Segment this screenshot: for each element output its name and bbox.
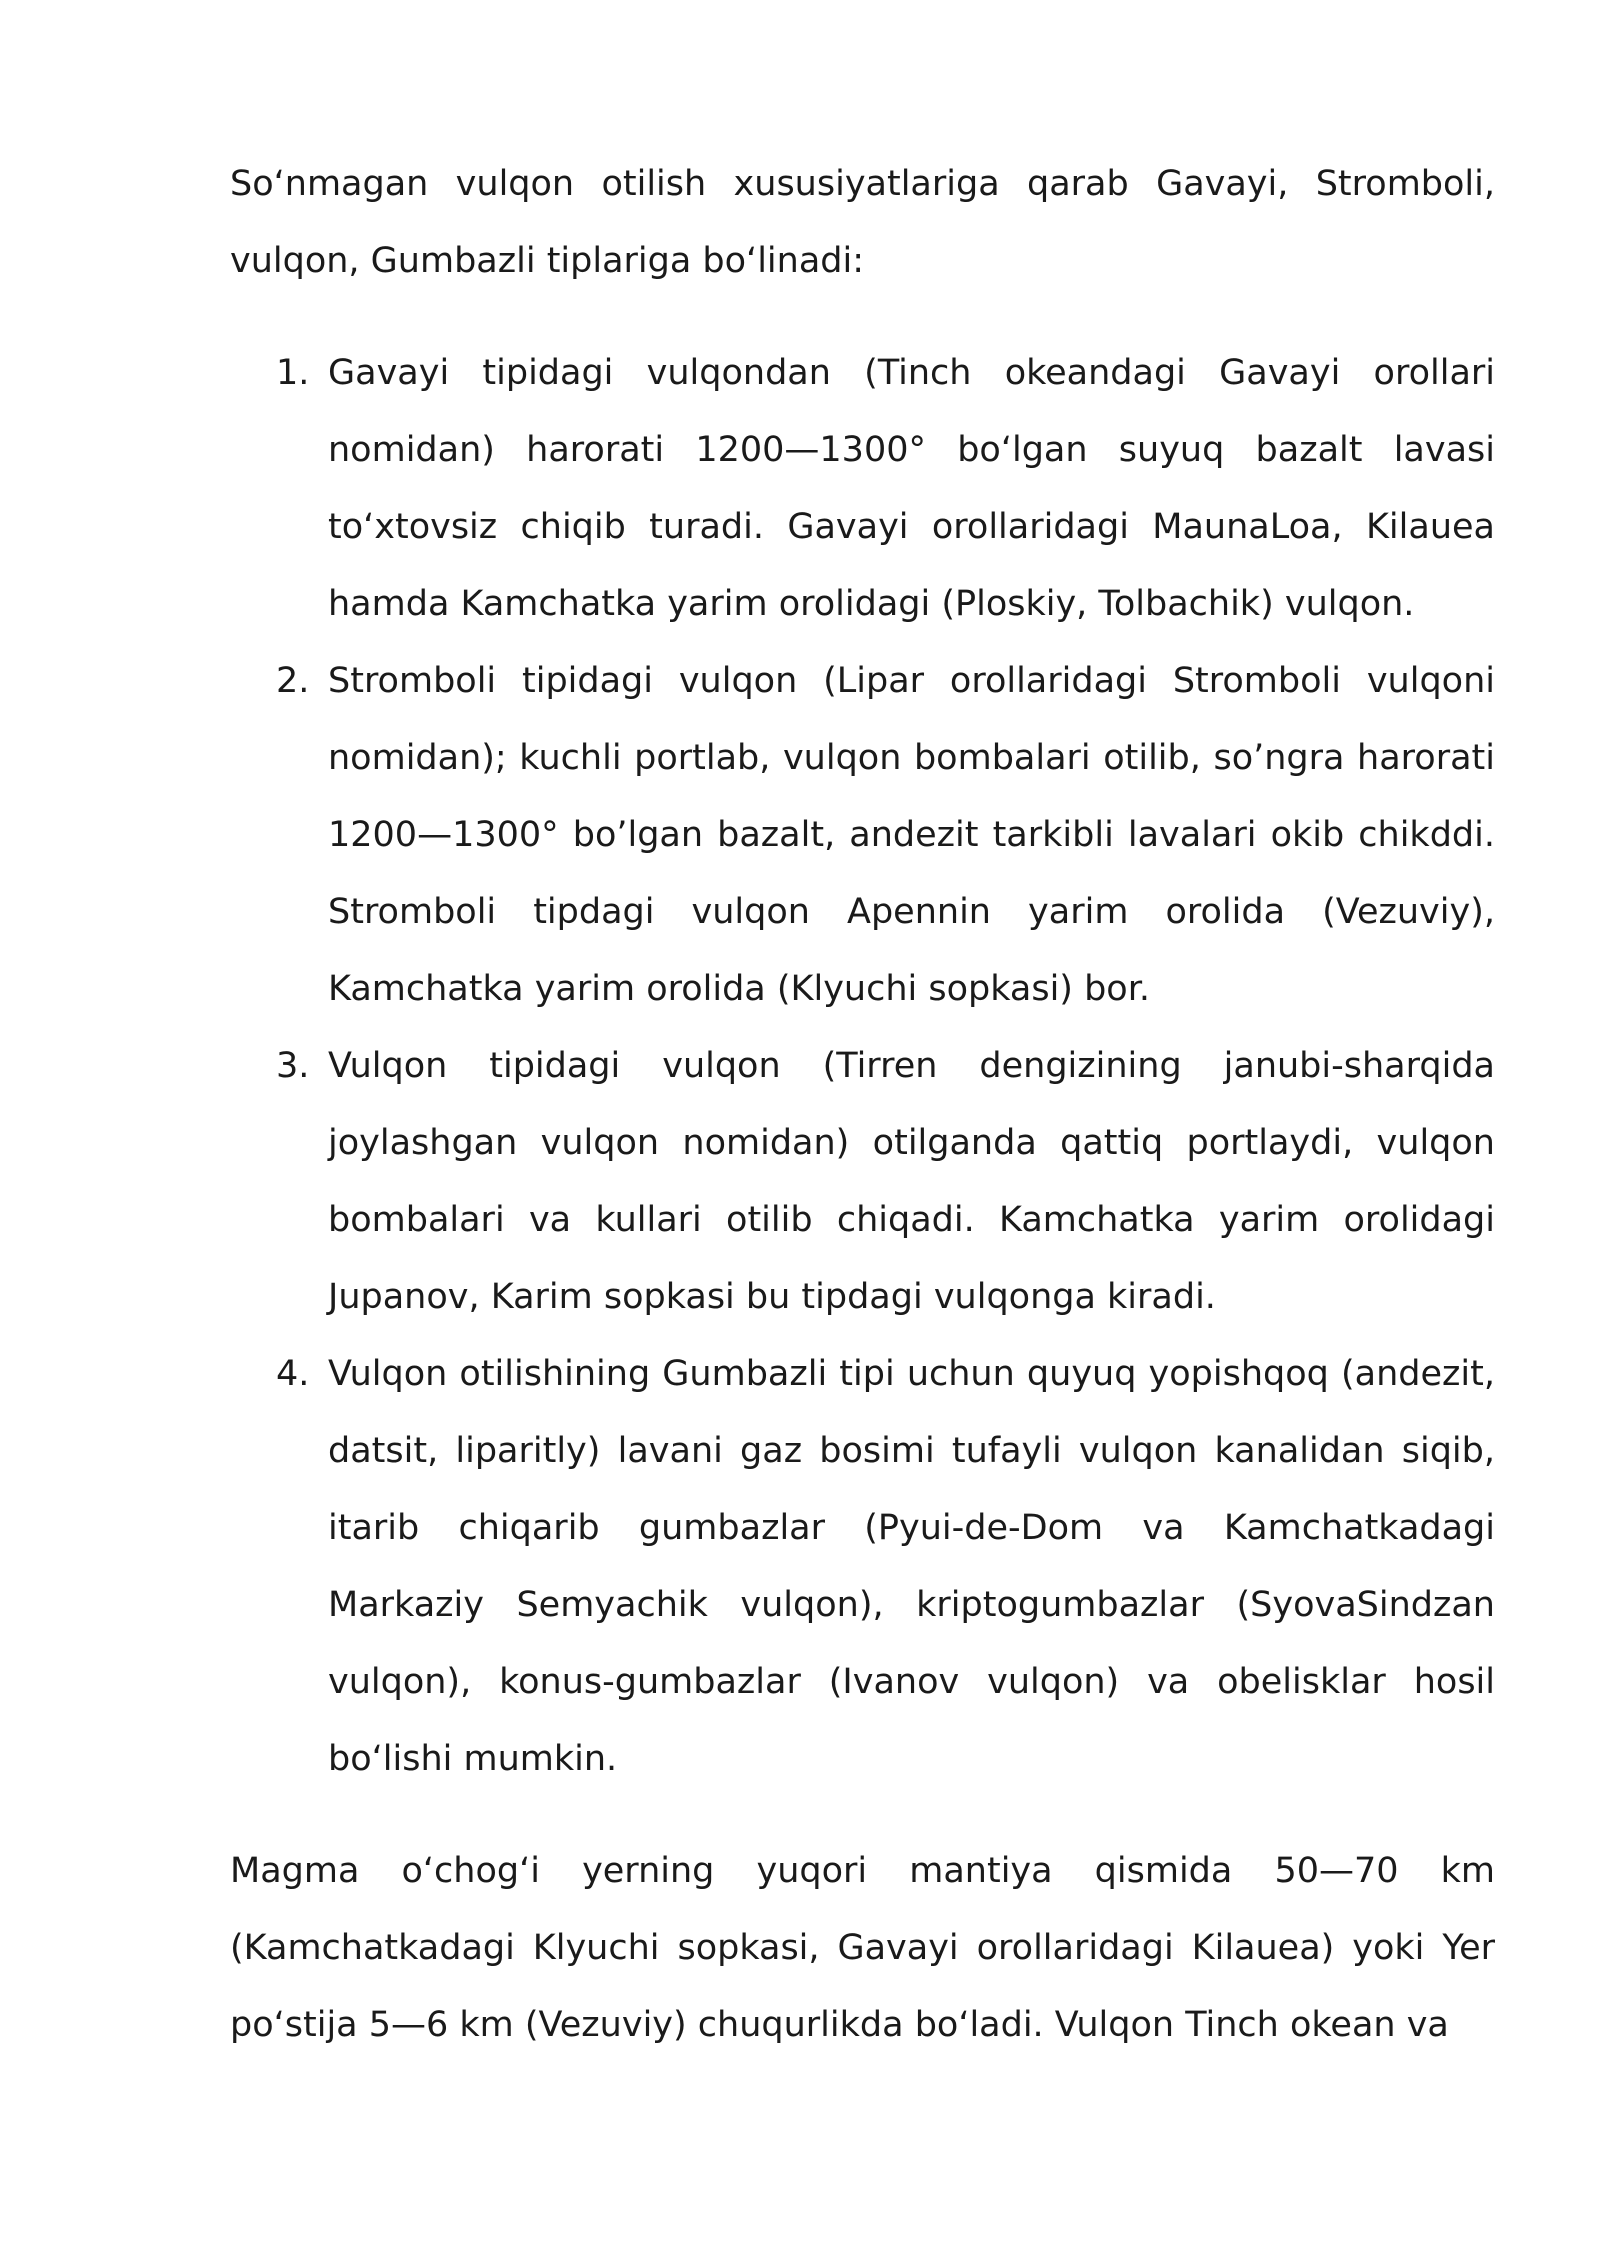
- document-page: [230, 146, 1495, 2064]
- list-item: [230, 1028, 1495, 1336]
- volcano-types-list: [230, 335, 1495, 1798]
- list-item: [230, 1336, 1495, 1798]
- list-item: [230, 335, 1495, 643]
- list-item-text: Vulqon tipidagi vulqon (Tirren dengizining janubi-sharqida joylashgan vulqon nomidan) otilganda qattiq portlaydi, vulqon bombalari va kullari otilib chiqadi. Kamchatka yarim orolidagi Jupanov, Karim sopkasi bu tipdagi vulqonga kiradi.: [328, 1046, 1495, 1317]
- list-item-text: Gavayi tipidagi vulqondan (Tinch okeandagi Gavayi orollari nomidan) harorati 1200—1300° bo‘lgan suyuq bazalt lavasi to‘xtovsiz chiqib turadi. Gavayi orollaridagi MaunaLoa, Kilauea hamda Kamchatka yarim orolidagi (Ploskiy, Tolbachik) vulqon.: [328, 353, 1495, 624]
- intro-paragraph: So‘nmagan vulqon otilish xususiyatlariga qarab Gavayi, Stromboli, vulqon, Gumbazli tiplariga bo‘linadi:: [230, 164, 1495, 281]
- list-item: [230, 643, 1495, 1028]
- closing-paragraph: Magma o‘chog‘i yerning yuqori mantiya qismida 50—70 km (Kamchatkadagi Klyuchi sopkasi, Gavayi orollaridagi Kilauea) yoki Yer po‘stija 5—6 km (Vezuviy) chuqurlikda bo‘ladi. Vulqon Tinch okean va: [230, 1851, 1495, 2045]
- list-item-number: 4.: [276, 1354, 310, 1394]
- list-item-text: Vulqon otilishining Gumbazli tipi uchun quyuq yopishqoq (andezit, datsit, liparitly) lavani gaz bosimi tufayli vulqon kanalidan siqib, itarib chiqarib gumbazlar (Pyui-de-Dom va Kamchatkadagi Markaziy Semyachik vulqon), kriptogumbazlar (SyovaSindzan vulqon), konus-gumbazlar (Ivanov vulqon) va obelisklar hosil bo‘lishi mumkin.: [328, 1354, 1495, 1779]
- list-item-number: 3.: [276, 1046, 310, 1086]
- list-item-number: 1.: [276, 353, 310, 393]
- list-item-text: Stromboli tipidagi vulqon (Lipar orollaridagi Stromboli vulqoni nomidan); kuchli portlab, vulqon bombalari otilib, so’ngra harorati 1200—1300° bo’lgan bazalt, andezit tarkibli lavalari okib chikddi. Stromboli tipdagi vulqon Apennin yarim orolida (Vezuviy), Kamchatka yarim orolida (Klyuchi sopkasi) bor.: [328, 661, 1495, 1009]
- list-item-number: 2.: [276, 661, 310, 701]
